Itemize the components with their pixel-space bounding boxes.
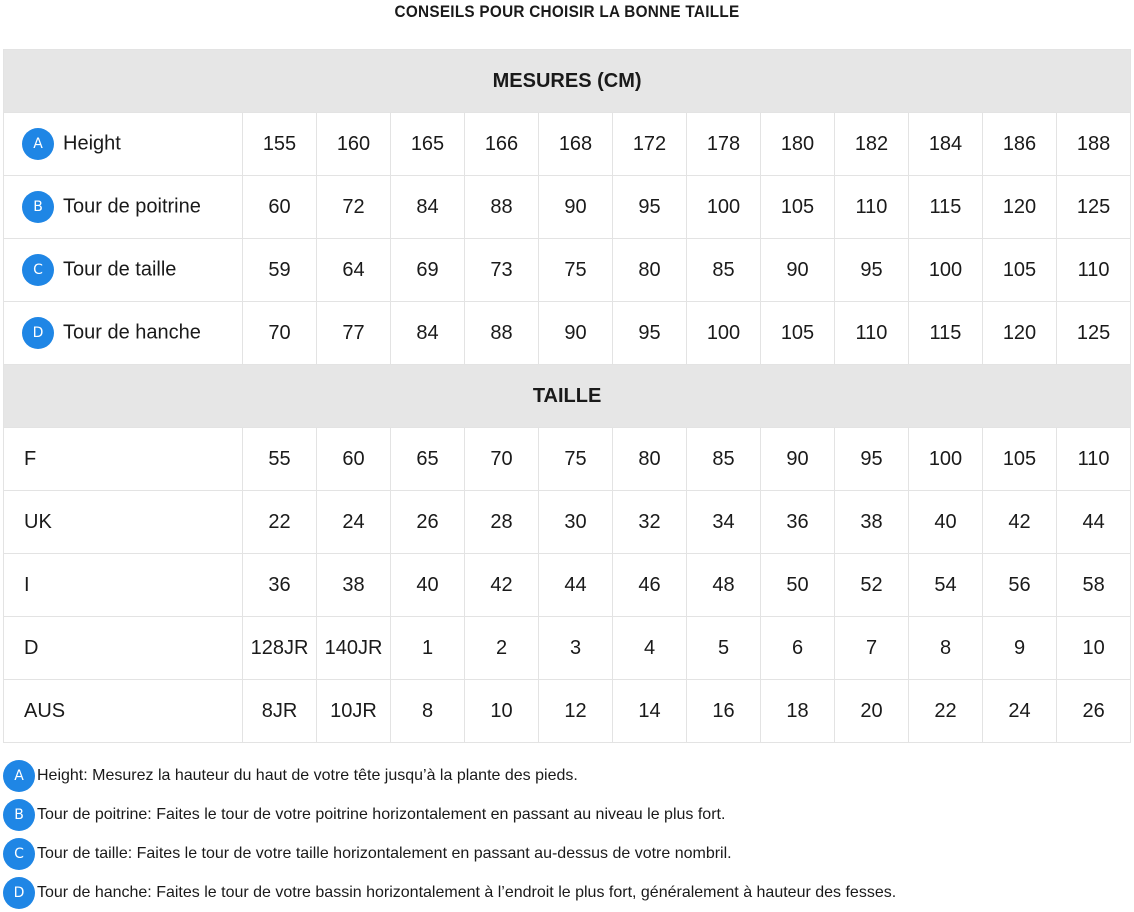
measure-value-cell: 90 [761,239,835,302]
size-value-cell: 54 [909,554,983,617]
measure-value-cell: 160 [317,113,391,176]
size-value-cell: 36 [243,554,317,617]
measure-value-cell: 73 [465,239,539,302]
measure-value-cell: 184 [909,113,983,176]
size-value-cell: 28 [465,491,539,554]
size-value-cell: 65 [391,428,465,491]
measure-value-cell: 75 [539,239,613,302]
size-value-cell: 105 [983,428,1057,491]
measure-value-cell: 125 [1057,302,1131,365]
size-system-label: F [4,428,243,491]
size-value-cell: 1 [391,617,465,680]
measure-label: Height [63,132,121,155]
size-value-cell: 5 [687,617,761,680]
size-value-cell: 85 [687,428,761,491]
measure-value-cell: 100 [687,302,761,365]
size-row [4,428,1131,491]
size-value-cell: 42 [983,491,1057,554]
measure-value-cell: 69 [391,239,465,302]
measure-value-cell: 77 [317,302,391,365]
measure-value-cell: 155 [243,113,317,176]
measures-section-header: MESURES (CM) [4,50,1131,113]
measure-value-cell: 186 [983,113,1057,176]
measure-value-cell: 100 [687,176,761,239]
size-value-cell: 12 [539,680,613,743]
size-value-cell: 46 [613,554,687,617]
size-value-cell: 52 [835,554,909,617]
size-value-cell: 24 [983,680,1057,743]
measure-value-cell: 95 [613,302,687,365]
page-title: CONSEILS POUR CHOISIR LA BONNE TAILLE [394,2,740,21]
measure-value-cell: 182 [835,113,909,176]
measure-badge-icon: C [22,254,54,286]
measure-value-cell: 110 [1057,239,1131,302]
size-value-cell: 58 [1057,554,1131,617]
measure-value-cell: 80 [613,239,687,302]
size-row [4,554,1131,617]
measure-row [4,113,1131,176]
measure-value-cell: 84 [391,176,465,239]
measure-value-cell: 120 [983,302,1057,365]
size-value-cell: 60 [317,428,391,491]
size-system-label: I [4,554,243,617]
measure-badge-icon: A [22,128,54,160]
measure-badge-icon: D [22,317,54,349]
size-value-cell: 140JR [317,617,391,680]
measure-value-cell: 120 [983,176,1057,239]
size-value-cell: 38 [317,554,391,617]
size-value-cell: 80 [613,428,687,491]
note-term: Tour de hanche: [37,883,152,901]
measure-row [4,176,1131,239]
size-value-cell: 50 [761,554,835,617]
size-value-cell: 14 [613,680,687,743]
measure-value-cell: 90 [539,176,613,239]
measure-label-cell [4,176,243,239]
size-value-cell: 48 [687,554,761,617]
measures-header-row [4,50,1131,113]
size-value-cell: 32 [613,491,687,554]
size-value-cell: 34 [687,491,761,554]
size-value-cell: 30 [539,491,613,554]
measure-value-cell: 172 [613,113,687,176]
measure-value-cell: 105 [761,302,835,365]
note-badge-icon: B [3,799,35,831]
measure-label: Tour de hanche [63,321,201,344]
size-system-label: AUS [4,680,243,743]
size-header-row [4,365,1131,428]
measure-value-cell: 105 [983,239,1057,302]
note-item [3,873,1131,912]
size-row [4,680,1131,743]
size-value-cell: 22 [243,491,317,554]
measure-label-cell [4,302,243,365]
size-value-cell: 70 [465,428,539,491]
measure-value-cell: 88 [465,176,539,239]
size-value-cell: 56 [983,554,1057,617]
measure-value-cell: 88 [465,302,539,365]
size-value-cell: 100 [909,428,983,491]
size-value-cell: 36 [761,491,835,554]
size-value-cell: 40 [391,554,465,617]
size-value-cell: 44 [1057,491,1131,554]
measure-label: Tour de taille [63,258,177,281]
measure-value-cell: 168 [539,113,613,176]
measure-label-cell [4,113,243,176]
measure-value-cell: 90 [539,302,613,365]
size-chart-body [4,50,1131,743]
size-value-cell: 3 [539,617,613,680]
note-text: Mesurez la hauteur du haut de votre tête jusqu’à la plante des pieds. [92,766,578,784]
measurement-notes [3,756,1131,912]
size-value-cell: 10 [465,680,539,743]
measure-value-cell: 110 [835,176,909,239]
size-value-cell: 22 [909,680,983,743]
measure-label: Tour de poitrine [63,195,201,218]
measure-value-cell: 85 [687,239,761,302]
size-row [4,617,1131,680]
size-section-header: TAILLE [4,365,1131,428]
measure-label-cell [4,239,243,302]
measure-value-cell: 180 [761,113,835,176]
measure-value-cell: 64 [317,239,391,302]
size-value-cell: 38 [835,491,909,554]
size-value-cell: 9 [983,617,1057,680]
measure-value-cell: 95 [613,176,687,239]
note-term: Tour de taille: [37,844,133,862]
note-item [3,795,1131,834]
measure-value-cell: 188 [1057,113,1131,176]
size-value-cell: 20 [835,680,909,743]
size-value-cell: 55 [243,428,317,491]
note-text: Faites le tour de votre taille horizontalement en passant au-dessus de votre nombril. [136,844,732,862]
size-row [4,491,1131,554]
size-value-cell: 90 [761,428,835,491]
note-item [3,834,1131,873]
measure-row [4,302,1131,365]
note-term: Height: [37,766,88,784]
size-value-cell: 4 [613,617,687,680]
size-system-label: D [4,617,243,680]
size-value-cell: 18 [761,680,835,743]
size-value-cell: 7 [835,617,909,680]
size-value-cell: 6 [761,617,835,680]
size-value-cell: 95 [835,428,909,491]
size-chart-table [3,49,1131,743]
size-value-cell: 75 [539,428,613,491]
note-badge-icon: A [3,760,35,792]
measure-value-cell: 84 [391,302,465,365]
measure-value-cell: 165 [391,113,465,176]
measure-value-cell: 72 [317,176,391,239]
size-value-cell: 42 [465,554,539,617]
size-value-cell: 40 [909,491,983,554]
size-value-cell: 10 [1057,617,1131,680]
note-badge-icon: C [3,838,35,870]
measure-value-cell: 60 [243,176,317,239]
size-system-label: UK [4,491,243,554]
size-value-cell: 2 [465,617,539,680]
size-value-cell: 8 [391,680,465,743]
size-value-cell: 128JR [243,617,317,680]
measure-value-cell: 95 [835,239,909,302]
size-value-cell: 26 [1057,680,1131,743]
measure-row [4,239,1131,302]
note-text: Faites le tour de votre bassin horizontalement à l’endroit le plus fort, généralement à hauteur des fesses. [156,883,897,901]
measure-value-cell: 105 [761,176,835,239]
note-badge-icon: D [3,877,35,909]
measure-value-cell: 125 [1057,176,1131,239]
size-value-cell: 8 [909,617,983,680]
measure-value-cell: 59 [243,239,317,302]
size-value-cell: 26 [391,491,465,554]
note-text: Faites le tour de votre poitrine horizontalement en passant au niveau le plus fort. [156,805,726,823]
measure-value-cell: 70 [243,302,317,365]
measure-value-cell: 115 [909,176,983,239]
size-value-cell: 44 [539,554,613,617]
note-item [3,756,1131,795]
measure-value-cell: 100 [909,239,983,302]
size-value-cell: 16 [687,680,761,743]
measure-badge-icon: B [22,191,54,223]
measure-value-cell: 115 [909,302,983,365]
size-value-cell: 8JR [243,680,317,743]
size-value-cell: 10JR [317,680,391,743]
measure-value-cell: 178 [687,113,761,176]
size-value-cell: 110 [1057,428,1131,491]
measure-value-cell: 166 [465,113,539,176]
note-term: Tour de poitrine: [37,805,152,823]
measure-value-cell: 110 [835,302,909,365]
size-value-cell: 24 [317,491,391,554]
